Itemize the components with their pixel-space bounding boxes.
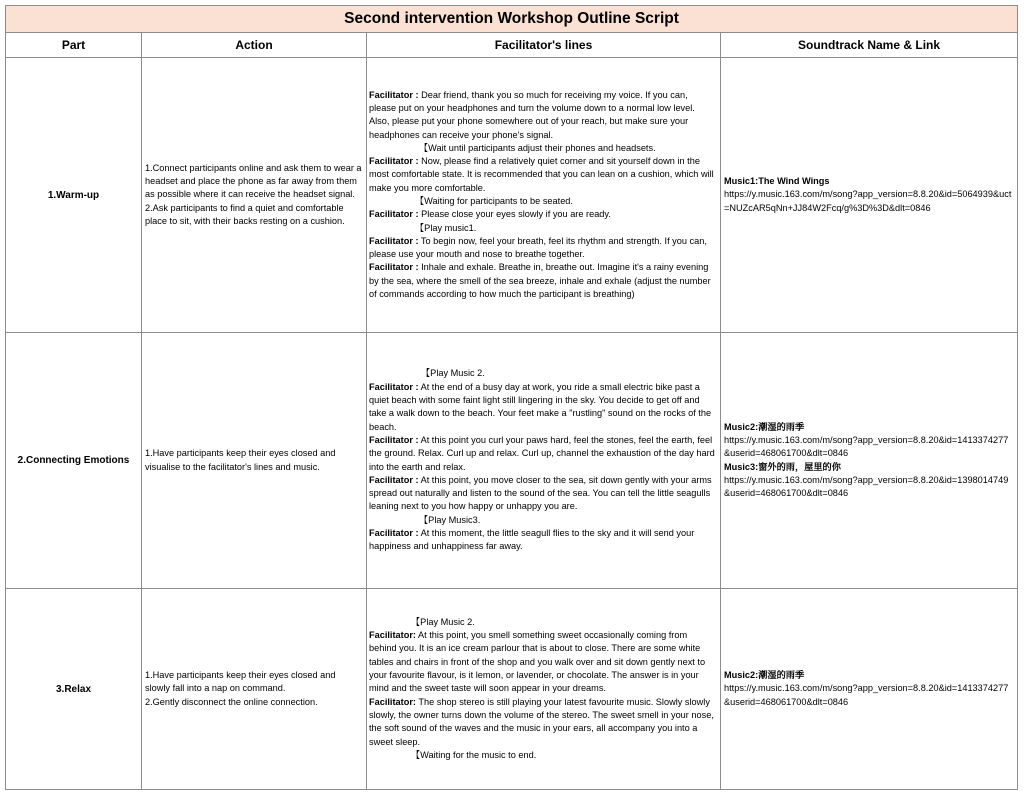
facilitator-line [369, 434, 717, 474]
speaker-label: Facilitator : [369, 474, 419, 485]
line-text: At this moment, the little seagull flies to the sky and it will send your happiness and unhappiness far away. [369, 527, 695, 552]
facilitator-line [369, 381, 717, 434]
header-action: Action [142, 33, 367, 58]
facilitator-line [369, 155, 717, 195]
header-soundtrack: Soundtrack Name & Link [721, 33, 1018, 58]
soundtrack-name: Music3:窗外的雨，屋里的你 [724, 461, 841, 472]
line-text: At this point, you smell something sweet occasionally coming from behind you. It is an ice cream parlour that is about to close. There are some white tables and chairs in front of the shop and you walk over and sit down gently next to your favourite flavour, is it lemon, or lavender, or chocolate. The answer is in your mind and the sweet taste will soon appear in your dreams. [369, 630, 706, 694]
speaker-label: Facilitator: [369, 696, 416, 707]
soundtrack-name: Music2:潮湿的雨季 [724, 421, 805, 432]
facilitator-line [369, 208, 717, 221]
speaker-label: Facilitator : [369, 209, 419, 220]
facilitator-line [369, 629, 717, 695]
line-text: Inhale and exhale. Breathe in, breathe out. Imagine it's a rainy evening by the sea, where the smell of the sea breeze, inhale and exhale (adjust the number of commands according to how much the participant is breathing) [369, 262, 711, 300]
stage-cue: 【Play Music 2. [421, 368, 485, 379]
action-step: 1.Have participants keep their eyes closed and slowly fall into a nap on command. [145, 670, 336, 694]
facilitator-lines-cell [367, 333, 721, 589]
soundtrack-cell [721, 333, 1018, 589]
part-cell: 2.Connecting Emotions [6, 333, 142, 589]
facilitator-line [369, 474, 717, 514]
table-row [6, 589, 1018, 790]
line-text: At this point, you move closer to the sea, sit down gently with your arms spread out naturally and listen to the sound of the sea. You can tell the little seagulls leaning next to you how happy or unhappy you are. [369, 474, 712, 512]
line-text: At this point you curl your paws hard, feel the stones, feel the earth, feel the ground. Relax. Curl up and relax. Curl up, channel the exhaustion of the day hard into the earth and relax. [369, 434, 715, 472]
line-text: At the end of a busy day at work, you ride a small electric bike past a quiet beach with some faint light still lingering in the sky. You decide to get off and take a walk down to the beach. Your feet make a "rustling" sound on the rocks of the beach. [369, 381, 712, 432]
soundtrack-name: Music2:潮湿的雨季 [724, 670, 805, 681]
table-body [6, 58, 1018, 790]
speaker-label: Facilitator : [369, 434, 419, 445]
speaker-label: Facilitator : [369, 381, 419, 392]
action-step: 1.Have participants keep their eyes closed and visualise to the facilitator's lines and music. [145, 448, 336, 472]
soundtrack-cell [721, 58, 1018, 333]
header-part: Part [6, 33, 142, 58]
line-text: To begin now, feel your breath, feel its rhythm and strength. If you can, please use your mouth and nose to breathe together. [369, 235, 707, 260]
speaker-label: Facilitator : [369, 235, 419, 246]
action-step: 2.Ask participants to find a quiet and comfortable place to sit, with their backs resting on a cushion. [145, 202, 345, 226]
facilitator-line [369, 527, 717, 554]
soundtrack-name: Music1:The Wind Wings [724, 176, 830, 187]
action-cell [142, 333, 367, 589]
workshop-sheet [5, 5, 1017, 790]
soundtrack-link[interactable]: https://y.music.163.com/m/song?app_version=8.8.20&id=1413374277&userid=468061700&dlt=0846 [724, 683, 1009, 707]
action-step: 2.Gently disconnect the online connection. [145, 696, 318, 707]
soundtrack-cell [721, 589, 1018, 790]
speaker-label: Facilitator : [369, 262, 419, 273]
soundtrack-link[interactable]: https://y.music.163.com/m/song?app_version=8.8.20&id=1413374277&userid=468061700&dlt=0846 [724, 434, 1009, 459]
line-text: Please close your eyes slowly if you are ready. [418, 209, 611, 220]
facilitator-lines-cell [367, 58, 721, 333]
speaker-label: Facilitator : [369, 156, 419, 167]
table-row [6, 58, 1018, 333]
facilitator-line [369, 261, 717, 301]
part-cell: 3.Relax [6, 589, 142, 790]
outline-table [5, 5, 1018, 790]
speaker-label: Facilitator: [369, 630, 416, 641]
part-cell: 1.Warm-up [6, 58, 142, 333]
action-cell [142, 58, 367, 333]
facilitator-lines-cell [367, 589, 721, 790]
speaker-label: Facilitator : [369, 89, 419, 100]
stage-cue: 【Play Music 2. [411, 616, 475, 627]
facilitator-line [369, 89, 717, 142]
stage-cue: 【Play Music3. [419, 514, 481, 525]
sheet-title: Second intervention Workshop Outline Script [6, 6, 1018, 33]
line-text: Dear friend, thank you so much for receiving my voice. If you can, please put on your headphones and turn the volume down to a normal low level. Also, please put your phone somewhere out of your reach, but make sure your headphones can receive your phone's signal. [369, 89, 695, 140]
line-text: The shop stereo is still playing your latest favourite music. Slowly slowly slowly, the owner turns down the volume of the stereo. The sweet smell in your nose, the soft sound of the waves and the music in your ears, all accompany you into a sweet sleep. [369, 696, 714, 747]
speaker-label: Facilitator : [369, 527, 419, 538]
line-text: Now, please find a relatively quiet corner and sit yourself down in the most comfortable state. It is recommended that you can lean on a cushion, which will make you more comfortable. [369, 156, 714, 193]
facilitator-line [369, 696, 717, 749]
action-step: 1.Connect participants online and ask them to wear a headset and place the phone as far away from them as possible where it can receive the headset signal. [145, 162, 362, 200]
stage-cue: 【Waiting for the music to end. [411, 749, 537, 760]
header-row [6, 33, 1018, 58]
facilitator-line [369, 235, 717, 262]
table-row [6, 333, 1018, 589]
soundtrack-link[interactable]: https://y.music.163.com/m/song?app_version=8.8.20&id=5064939&uct=NUZcAR5qNn+JJ84W2Fcq/g%3D%3D&dlt=0846 [724, 189, 1012, 213]
stage-cue: 【Wait until participants adjust their phones and headsets. [419, 142, 656, 153]
soundtrack-link[interactable]: https://y.music.163.com/m/song?app_version=8.8.20&id=1398014749&userid=468061700&dlt=0846 [724, 474, 1009, 499]
stage-cue: 【Waiting for participants to be seated. [415, 196, 573, 206]
header-facilitator-lines: Facilitator's lines [367, 33, 721, 58]
action-cell [142, 589, 367, 790]
stage-cue: 【Play music1. [415, 222, 477, 233]
